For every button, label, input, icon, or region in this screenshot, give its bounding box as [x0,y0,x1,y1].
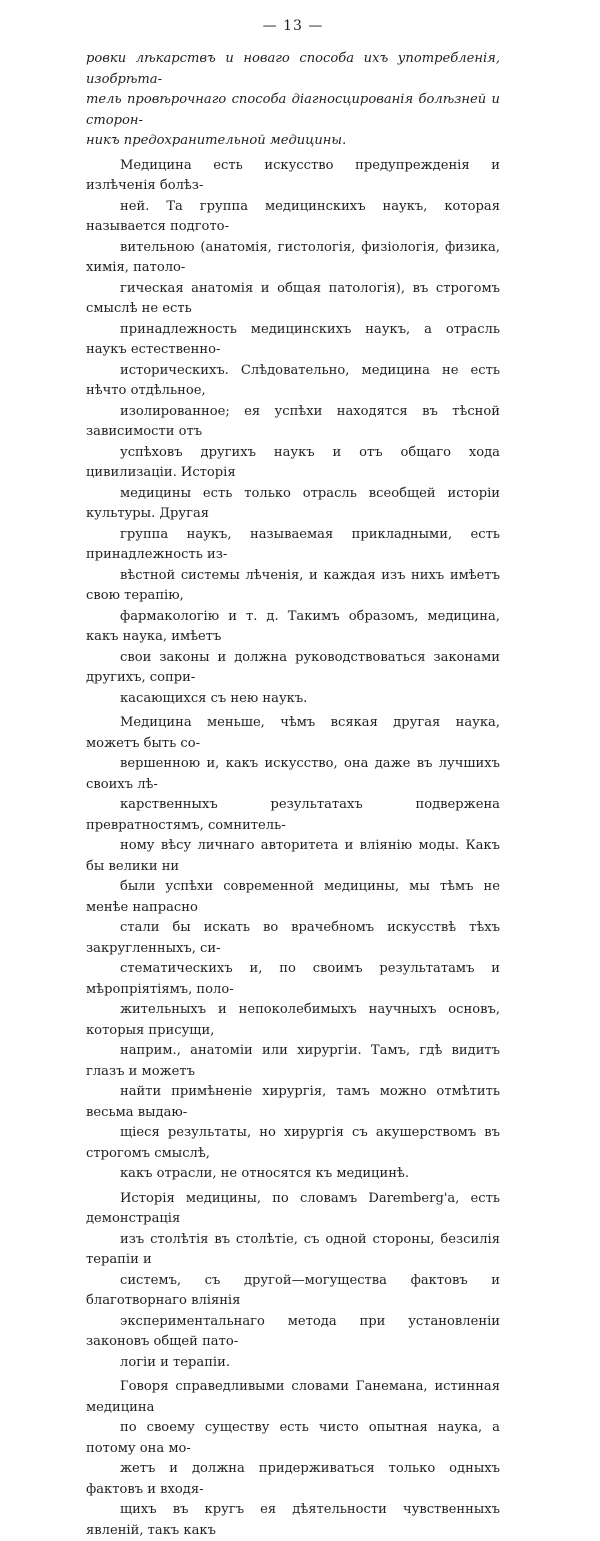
paragraph-2 [86,156,500,710]
text-line: ней. Та группа медицинскихъ наукъ, которая называется подгото- [86,198,500,234]
text-line: касающихся съ нею наукъ. [120,690,308,706]
text-line: стематическихъ и, по своимъ результатамъ и мѣропріятіямъ, поло- [86,961,500,997]
text-line: изолированное; ея успѣхи находятся въ тѣсной зависимости отъ [86,403,500,439]
paragraph-1 [86,49,500,152]
text-line: найти примѣненіе хирургія, тамъ можно отмѣтить весьма выдаю- [86,1084,500,1120]
text-line: фармакологію и т. д. Такимъ образомъ, медицина, какъ наука, имѣетъ [86,608,500,644]
text-line: Медицина есть искусство предупрежденія и излѣченія болѣз- [86,157,500,193]
text-line: успѣховъ другихъ наукъ и отъ общаго хода цивилизаціи. Исторія [86,444,500,480]
text-line: какъ отрасли, не относятся къ медицинѣ. [120,1166,409,1181]
paragraph-4 [86,1189,500,1374]
text-line: ровки лѣкарствъ и новаго способа ихъ употребленія, изобрѣта- [86,51,500,87]
text-line: щихъ въ кругъ ея дѣятельности чувственныхъ явленій, такъ какъ [86,1502,500,1538]
text-line: свои законы и должна руководствоваться законами другихъ, сопри- [86,649,500,685]
text-line: вительною (анатомія, гистологія, физіологія, физика, химія, патоло- [86,239,500,275]
text-line: тель провѣрочнаго способа діагносцированія болѣзней и сторон- [86,92,500,128]
text-line: логіи и терапіи. [120,1354,231,1370]
text-line: историческихъ. Слѣдовательно, медицина не есть нѣчто отдѣльное, [86,362,500,398]
text-line: жетъ и должна придерживаться только одныхъ фактовъ и входя- [86,1461,500,1497]
text-line: вѣстной системы лѣченія, и каждая изъ нихъ имѣетъ свою терапію, [86,567,500,603]
text-line: Говоря справедливыми словами Ганемана, истинная медицина [86,1379,500,1415]
text-line: никъ предохранительной медицины. [86,133,347,148]
text-line: системъ, съ другой—могущества фактовъ и благотворнаго вліянія [86,1272,500,1308]
text-line: гическая анатомія и общая патологія), въ строгомъ смыслѣ не есть [86,280,500,316]
paragraph-3 [86,713,500,1185]
page-number: — 13 — [262,18,324,34]
text-line: карственныхъ результатахъ подвержена превратностямъ, сомнитель- [86,797,500,833]
text-line: щіеся результаты, но хирургія съ акушерствомъ въ строгомъ смыслѣ, [86,1125,500,1161]
text-line: экспериментальнаго метода при установленіи законовъ общей пато- [86,1313,500,1349]
text-line: стали бы искать во врачебномъ искусствѣ тѣхъ закругленныхъ, си- [86,920,500,956]
text-line: наприм., анатоміи или хирургіи. Тамъ, гдѣ видитъ глазъ и можетъ [86,1043,500,1079]
text-line: были успѣхи современной медицины, мы тѣмъ не менѣе напрасно [86,879,500,915]
text-line: Исторія медицины, по словамъ Daremberg'а, есть демонстрація [86,1190,500,1226]
paragraph-5 [86,1377,500,1541]
text-line: по своему существу есть чисто опытная наука, а потому она мо- [86,1420,500,1456]
text-line: Медицина меньше, чѣмъ всякая другая наука, можетъ быть со- [86,715,500,751]
text-line: изъ столѣтія въ столѣтіе, съ одной стороны, безсилія терапіи и [86,1231,500,1267]
text-line: медицины есть только отрасль всеобщей исторіи культуры. Другая [86,485,500,521]
text-line: жительныхъ и непоколебимыхъ научныхъ основъ, которыя присущи, [86,1002,500,1038]
text-line: вершенною и, какъ искусство, она даже въ лучшихъ своихъ лѣ- [86,756,500,792]
text-line: принадлежность медицинскихъ наукъ, а отрасль наукъ естественно- [86,321,500,357]
text-line: группа наукъ, называемая прикладными, есть принадлежность из- [86,526,500,562]
text-line: ному вѣсу личнаго авторитета и вліянію моды. Какъ бы велики ни [86,838,500,874]
